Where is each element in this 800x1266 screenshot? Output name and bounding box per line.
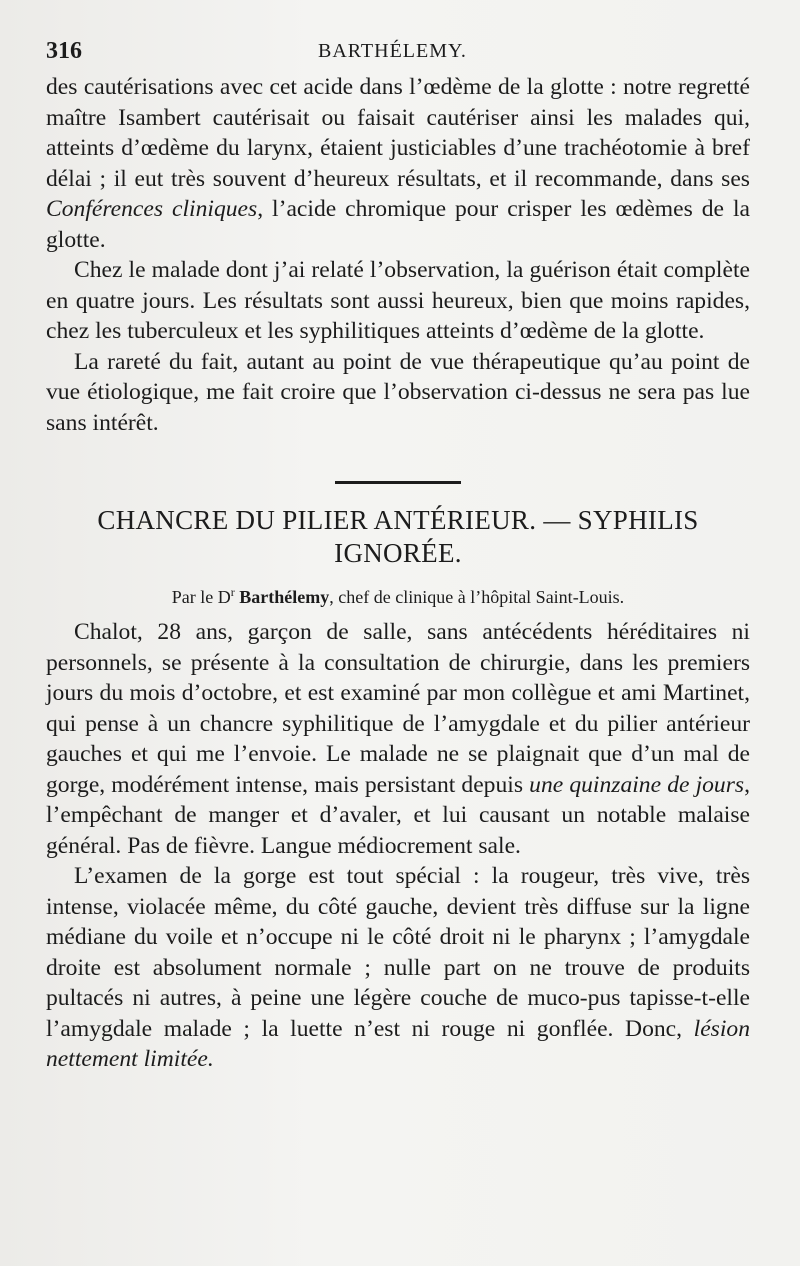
running-head: BARTHÉLEMY.: [318, 40, 467, 62]
byline-suffix: , chef de clinique à l’hôpital Saint-Louis.: [329, 587, 625, 607]
paragraph-case: [46, 617, 750, 861]
page-number: 316: [46, 38, 82, 64]
article-title: [46, 504, 750, 570]
section-divider: [335, 481, 461, 484]
continuation-line: justiciables d’une trachéotomie à bref délai ; il eut très: [46, 135, 750, 192]
continuation-line: ainsi les malades qui, atteints d’œdème du larynx, étaient: [46, 104, 750, 161]
paragraph-text: , l’empêchant de manger et d’avaler, et lui causant un notable malaise général. Pas de fièvre. Langue médiocrement sale.: [46, 771, 750, 859]
article-byline: [46, 580, 750, 609]
continuation-paragraph: [46, 72, 750, 255]
paragraph-text: Chalot, 28 ans, garçon de salle, sans antécédents héréditaires ni personnels, se présente à la consultation de chirurgie, dans les premiers jours du mois d’octobre, et est examiné par mon collègue et ami Martinet, qui pense à un chancre syphilitique de l’amygdale et du pilier antérieur gauches et qui me l’envoie. Le malade ne se plaignait que d’un mal de gorge, modérément intense, mais persistant depuis: [46, 619, 750, 798]
continuation-line: des cautérisations avec cet acide dans l’œdème de la glotte :: [46, 74, 617, 100]
continuation-line: , l’acide chromique pour crisper les: [257, 196, 607, 222]
continuation-line: œdèmes de la glotte.: [46, 196, 750, 253]
continuation-line: notre regretté maître Isambert cautérisait ou faisait cautériser: [46, 74, 750, 131]
page-header: [46, 38, 746, 72]
article-title-line: CHANCRE DU PILIER ANTÉRIEUR. — SYPHILIS: [97, 505, 699, 535]
italic-phrase: lésion nettement limitée.: [46, 1015, 750, 1072]
italic-title: Conférences cliniques: [46, 196, 258, 222]
paragraph-text: L’examen de la gorge est tout spécial : la rougeur, très vive, très intense, violacée même, du côté gauche, devient très diffuse sur la ligne médiane du voile et n’occupe ni le côté droit ni le pharynx ; l’amygdale droite est absolument normale ; nulle part on ne trouve de produits pultacés ni autres, à peine une légère couche de muco-pus tapisse-t-elle l’amygdale malade ; la luette n’est ni rouge ni gonflée. Donc,: [46, 863, 750, 1042]
paragraph-examination: [46, 861, 750, 1075]
byline-prefix: Par le D: [171, 587, 231, 607]
paragraph-cure: Chez le malade dont j’ai relaté l’observation, la guérison était complète en quatre jours. Les résultats sont aussi heureux, bien que moins rapides, chez les tuberculeux et les syphilitiques atteints d’œdème de la glotte.: [46, 257, 750, 344]
paragraph-rarity: La rareté du fait, autant au point de vue thérapeutique qu’au point de vue étiologique, me fait croire que l’observation ci-dessus ne sera pas lue sans intérêt.: [46, 348, 750, 436]
italic-phrase: une quinzaine de jours: [529, 771, 745, 798]
article-title-line: IGNORÉE.: [334, 538, 462, 568]
byline-sup: r: [230, 585, 235, 599]
author-name: Barthélemy: [239, 587, 330, 607]
continuation-line: souvent d’heureux résultats, et il recommande, dans ses: [212, 165, 750, 192]
body-text: [46, 72, 750, 1075]
